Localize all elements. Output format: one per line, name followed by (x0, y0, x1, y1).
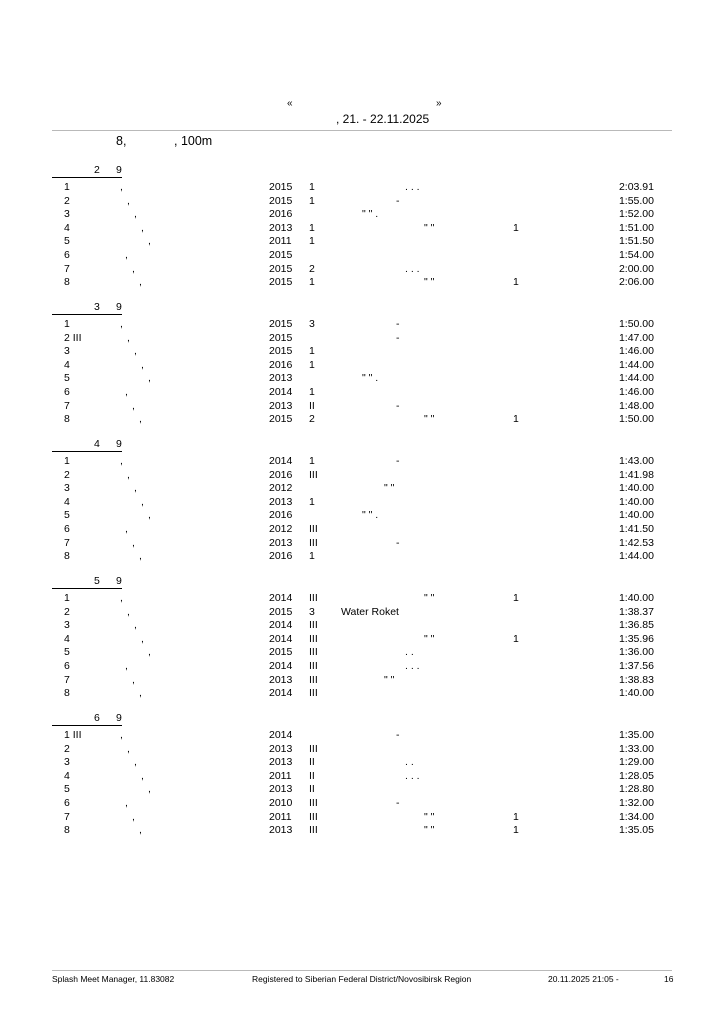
swimmer-name: , (132, 673, 135, 686)
result-row (0, 400, 724, 413)
entry-time: 1:40.00 (618, 592, 654, 604)
club-name: - (396, 318, 400, 330)
result-place: 4 (64, 495, 70, 508)
result-row (0, 372, 724, 385)
entry-time: 1:54.00 (618, 249, 654, 261)
result-row (0, 386, 724, 399)
swimmer-name: , (132, 262, 135, 275)
sport-rank: III (309, 673, 318, 686)
result-place: 7 (64, 399, 70, 412)
header-divider (52, 130, 672, 131)
swimmer-name: , (120, 729, 123, 741)
result-place: 5 (64, 372, 70, 385)
team-number: 1 (513, 632, 519, 645)
sport-rank: III (309, 687, 318, 700)
club-name: . . . (405, 181, 420, 193)
entry-time: 1:35.96 (618, 632, 654, 645)
result-row (0, 660, 724, 673)
birth-year: 2015 (269, 318, 293, 330)
birth-year: 2016 (269, 358, 293, 371)
sport-rank: III (309, 468, 318, 481)
quote-open: « (287, 98, 293, 109)
swimmer-name: , (134, 482, 137, 495)
entry-time: 1:38.83 (618, 673, 654, 686)
swimmer-name: , (148, 235, 151, 248)
result-row (0, 359, 724, 372)
sport-rank: III (309, 523, 318, 535)
swimmer-name: , (139, 413, 142, 426)
club-name: " " (424, 632, 435, 645)
result-place: 2 (64, 194, 70, 207)
result-place: 4 (64, 632, 70, 645)
swimmer-name: , (120, 181, 123, 193)
swimmer-name: , (139, 824, 142, 837)
birth-year: 2014 (269, 455, 293, 467)
entry-time: 1:43.00 (618, 455, 654, 467)
sport-rank: 1 (309, 386, 315, 398)
birth-year: 2015 (269, 413, 293, 426)
birth-year: 2012 (269, 482, 293, 495)
birth-year: 2015 (269, 249, 293, 261)
entry-time: 1:36.00 (618, 646, 654, 659)
club-name: - (396, 729, 400, 741)
birth-year: 2015 (269, 276, 293, 289)
birth-year: 2015 (269, 181, 293, 193)
club-name: " " . (362, 509, 379, 522)
birth-year: 2013 (269, 399, 293, 412)
sport-rank: 1 (309, 495, 315, 508)
sport-rank: III (309, 592, 318, 604)
sport-rank: III (309, 797, 318, 809)
swimmer-name: , (132, 810, 135, 823)
sport-rank: 2 (309, 262, 315, 275)
heat-title (52, 300, 122, 315)
sport-rank: 3 (309, 605, 315, 618)
birth-year: 2016 (269, 468, 293, 481)
result-row (0, 592, 724, 605)
club-name: - (396, 331, 400, 344)
club-name: " " (424, 276, 435, 289)
club-name: " " . (362, 208, 379, 221)
entry-time: 1:38.37 (618, 605, 654, 618)
birth-year: 2013 (269, 824, 293, 837)
result-place: 7 (64, 262, 70, 275)
swimmer-name: , (141, 769, 144, 782)
club-name: - (396, 455, 400, 467)
heat-total: 9 (116, 164, 122, 176)
swimmer-name: , (125, 523, 128, 535)
swimmer-name: , (134, 619, 137, 632)
sport-rank: III (309, 632, 318, 645)
sport-rank: II (309, 769, 315, 782)
result-row (0, 469, 724, 482)
sport-rank: 3 (309, 318, 315, 330)
club-name: " " (424, 413, 435, 426)
sport-rank: III (309, 646, 318, 659)
result-row (0, 687, 724, 700)
result-place: 8 (64, 550, 70, 563)
swimmer-name: , (132, 399, 135, 412)
swimmer-name: , (139, 687, 142, 700)
event-number: 8, (116, 134, 127, 148)
result-row (0, 756, 724, 769)
result-place: 1 (64, 455, 70, 467)
result-row (0, 743, 724, 756)
entry-time: 1:44.00 (618, 358, 654, 371)
entry-time: 1:50.00 (618, 318, 654, 330)
birth-year: 2013 (269, 372, 293, 385)
result-row (0, 729, 724, 742)
footer-software: Splash Meet Manager, 11.83082 (52, 974, 175, 984)
swimmer-name: , (148, 509, 151, 522)
team-number: 1 (513, 810, 519, 823)
team-number: 1 (513, 592, 519, 604)
result-row (0, 496, 724, 509)
result-place: 5 (64, 783, 70, 796)
heat-total: 9 (116, 301, 122, 313)
birth-year: 2011 (269, 235, 292, 248)
swimmer-name: , (127, 605, 130, 618)
sport-rank: 1 (309, 181, 315, 193)
swimmer-name: , (125, 660, 128, 672)
entry-time: 1:41.50 (618, 523, 654, 535)
heat-number: 6 (94, 712, 100, 724)
result-row (0, 413, 724, 426)
entry-time: 1:50.00 (618, 413, 654, 426)
result-place: 1 (64, 592, 70, 604)
swimmer-name: , (148, 783, 151, 796)
club-name: " " (424, 592, 435, 604)
footer-timestamp: 20.11.2025 21:05 - (548, 974, 619, 984)
result-place: 2 (64, 742, 70, 755)
swimmer-name: , (141, 221, 144, 234)
result-row (0, 195, 724, 208)
footer-registration: Registered to Siberian Federal District/Novosibirsk Region (252, 974, 472, 984)
entry-time: 2:00.00 (618, 262, 654, 275)
result-place: 1 (64, 181, 70, 193)
heat-total: 9 (116, 712, 122, 724)
birth-year: 2011 (269, 769, 292, 782)
entry-time: 1:36.85 (618, 619, 654, 632)
heat-number: 4 (94, 438, 100, 450)
club-name: Water Roket (341, 605, 399, 618)
club-name: . . . (405, 262, 420, 275)
club-name: - (396, 194, 400, 207)
result-row (0, 674, 724, 687)
club-name: " " (424, 824, 435, 837)
birth-year: 2013 (269, 221, 293, 234)
result-place: 4 (64, 221, 70, 234)
birth-year: 2013 (269, 536, 293, 549)
team-number: 1 (513, 221, 519, 234)
swimmer-name: , (134, 756, 137, 769)
entry-time: 1:44.00 (618, 550, 654, 563)
entry-time: 2:03.91 (618, 181, 654, 193)
heat-title (52, 574, 122, 589)
result-row (0, 482, 724, 495)
result-row (0, 263, 724, 276)
sport-rank: II (309, 783, 315, 796)
entry-time: 1:33.00 (618, 742, 654, 755)
result-row (0, 633, 724, 646)
result-place: 6 (64, 386, 70, 398)
club-name: " " (424, 810, 435, 823)
result-row (0, 797, 724, 810)
result-place: 3 (64, 619, 70, 632)
birth-year: 2015 (269, 262, 293, 275)
sport-rank: III (309, 742, 318, 755)
sport-rank: III (309, 660, 318, 672)
sport-rank: 1 (309, 550, 315, 563)
swimmer-name: , (141, 358, 144, 371)
club-name: - (396, 536, 400, 549)
birth-year: 2012 (269, 523, 293, 535)
entry-time: 1:34.00 (618, 810, 654, 823)
birth-year: 2014 (269, 729, 293, 741)
club-name: " " (384, 482, 395, 495)
birth-year: 2013 (269, 756, 293, 769)
result-row (0, 811, 724, 824)
result-row (0, 455, 724, 468)
birth-year: 2015 (269, 605, 293, 618)
sport-rank: II (309, 399, 315, 412)
entry-time: 1:40.00 (618, 509, 654, 522)
entry-time: 1:29.00 (618, 756, 654, 769)
sport-rank: 1 (309, 221, 315, 234)
result-place: 5 (64, 646, 70, 659)
swimmer-name: , (141, 632, 144, 645)
entry-time: 1:47.00 (618, 331, 654, 344)
result-place: 6 (64, 523, 70, 535)
birth-year: 2016 (269, 509, 293, 522)
result-place: 3 (64, 482, 70, 495)
result-place: 5 (64, 509, 70, 522)
result-place: 4 (64, 358, 70, 371)
entry-time: 2:06.00 (618, 276, 654, 289)
result-place: 3 (64, 208, 70, 221)
result-row (0, 606, 724, 619)
entry-time: 1:46.00 (618, 386, 654, 398)
swimmer-name: , (127, 331, 130, 344)
result-place: 3 (64, 345, 70, 358)
birth-year: 2014 (269, 632, 293, 645)
team-number: 1 (513, 824, 519, 837)
heat-total: 9 (116, 438, 122, 450)
sport-rank: 2 (309, 413, 315, 426)
entry-time: 1:37.56 (618, 660, 654, 672)
club-name: " " . (362, 372, 379, 385)
heat-total: 9 (116, 575, 122, 587)
result-row (0, 318, 724, 331)
swimmer-name: , (127, 194, 130, 207)
sport-rank: III (309, 536, 318, 549)
result-row (0, 235, 724, 248)
club-name: . . (405, 646, 414, 659)
result-row (0, 783, 724, 796)
result-place: 1 III (64, 729, 82, 741)
swimmer-name: , (125, 386, 128, 398)
swimmer-name: , (134, 345, 137, 358)
meet-title (0, 98, 724, 112)
result-place: 7 (64, 536, 70, 549)
team-number: 1 (513, 276, 519, 289)
result-place: 1 (64, 318, 70, 330)
entry-time: 1:51.00 (618, 221, 654, 234)
footer-divider (52, 970, 672, 971)
birth-year: 2015 (269, 646, 293, 659)
birth-year: 2014 (269, 592, 293, 604)
entry-time: 1:40.00 (618, 687, 654, 700)
sport-rank: III (309, 824, 318, 837)
result-place: 2 (64, 605, 70, 618)
club-name: " " (384, 673, 395, 686)
entry-time: 1:35.00 (618, 729, 654, 741)
entry-time: 1:52.00 (618, 208, 654, 221)
result-place: 7 (64, 673, 70, 686)
club-name: - (396, 399, 400, 412)
swimmer-name: , (148, 646, 151, 659)
sport-rank: III (309, 810, 318, 823)
entry-time: 1:40.00 (618, 482, 654, 495)
result-place: 3 (64, 756, 70, 769)
birth-year: 2014 (269, 687, 293, 700)
result-place: 6 (64, 660, 70, 672)
sport-rank: III (309, 619, 318, 632)
team-number: 1 (513, 413, 519, 426)
sport-rank: 1 (309, 345, 315, 358)
birth-year: 2010 (269, 797, 293, 809)
swimmer-name: , (127, 742, 130, 755)
swimmer-name: , (125, 797, 128, 809)
entry-time: 1:32.00 (618, 797, 654, 809)
entry-time: 1:40.00 (618, 495, 654, 508)
result-place: 7 (64, 810, 70, 823)
result-row (0, 249, 724, 262)
entry-time: 1:28.05 (618, 769, 654, 782)
swimmer-name: , (127, 468, 130, 481)
birth-year: 2013 (269, 783, 293, 796)
result-place: 8 (64, 687, 70, 700)
entry-time: 1:41.98 (618, 468, 654, 481)
swimmer-name: , (120, 592, 123, 604)
birth-year: 2013 (269, 495, 293, 508)
heat-title (52, 711, 122, 726)
entry-time: 1:55.00 (618, 194, 654, 207)
event-distance: , 100m (174, 134, 213, 148)
result-row (0, 550, 724, 563)
result-row (0, 276, 724, 289)
result-row (0, 345, 724, 358)
result-place: 8 (64, 413, 70, 426)
entry-time: 1:46.00 (618, 345, 654, 358)
result-row (0, 770, 724, 783)
swimmer-name: , (148, 372, 151, 385)
result-row (0, 824, 724, 837)
birth-year: 2016 (269, 550, 293, 563)
entry-time: 1:28.80 (618, 783, 654, 796)
result-row (0, 181, 724, 194)
entry-time: 1:42.53 (618, 536, 654, 549)
footer-page-number: 16 (664, 974, 674, 984)
sport-rank: 1 (309, 194, 315, 207)
swimmer-name: , (120, 455, 123, 467)
birth-year: 2015 (269, 331, 293, 344)
result-row (0, 509, 724, 522)
club-name: . . (405, 756, 414, 769)
meet-dates: , 21. - 22.11.2025 (336, 112, 430, 126)
result-place: 8 (64, 824, 70, 837)
result-place: 6 (64, 797, 70, 809)
club-name: - (396, 797, 400, 809)
birth-year: 2015 (269, 345, 293, 358)
birth-year: 2016 (269, 208, 293, 221)
heat-number: 5 (94, 575, 100, 587)
sport-rank: II (309, 756, 315, 769)
birth-year: 2014 (269, 386, 293, 398)
heat-title (52, 437, 122, 452)
birth-year: 2013 (269, 673, 293, 686)
result-place: 2 III (64, 331, 82, 344)
birth-year: 2014 (269, 660, 293, 672)
heat-title (52, 163, 122, 178)
birth-year: 2015 (269, 194, 293, 207)
result-row (0, 523, 724, 536)
entry-time: 1:35.05 (618, 824, 654, 837)
birth-year: 2014 (269, 619, 293, 632)
entry-time: 1:44.00 (618, 372, 654, 385)
result-row (0, 619, 724, 632)
heat-number: 2 (94, 164, 100, 176)
sport-rank: 1 (309, 358, 315, 371)
result-place: 8 (64, 276, 70, 289)
sport-rank: 1 (309, 235, 315, 248)
swimmer-name: , (125, 249, 128, 261)
birth-year: 2013 (269, 742, 293, 755)
entry-time: 1:48.00 (618, 399, 654, 412)
club-name: . . . (405, 660, 420, 672)
result-row (0, 537, 724, 550)
swimmer-name: , (132, 536, 135, 549)
result-row (0, 332, 724, 345)
event-title (116, 134, 213, 148)
result-place: 2 (64, 468, 70, 481)
result-row (0, 208, 724, 221)
birth-year: 2011 (269, 810, 292, 823)
result-row (0, 222, 724, 235)
heat-number: 3 (94, 301, 100, 313)
result-place: 6 (64, 249, 70, 261)
sport-rank: 1 (309, 276, 315, 289)
sport-rank: 1 (309, 455, 315, 467)
result-place: 5 (64, 235, 70, 248)
swimmer-name: , (139, 276, 142, 289)
swimmer-name: , (139, 550, 142, 563)
swimmer-name: , (134, 208, 137, 221)
quote-close: » (436, 98, 442, 109)
result-place: 4 (64, 769, 70, 782)
result-row (0, 646, 724, 659)
swimmer-name: , (141, 495, 144, 508)
club-name: . . . (405, 769, 420, 782)
swimmer-name: , (120, 318, 123, 330)
entry-time: 1:51.50 (618, 235, 654, 248)
club-name: " " (424, 221, 435, 234)
